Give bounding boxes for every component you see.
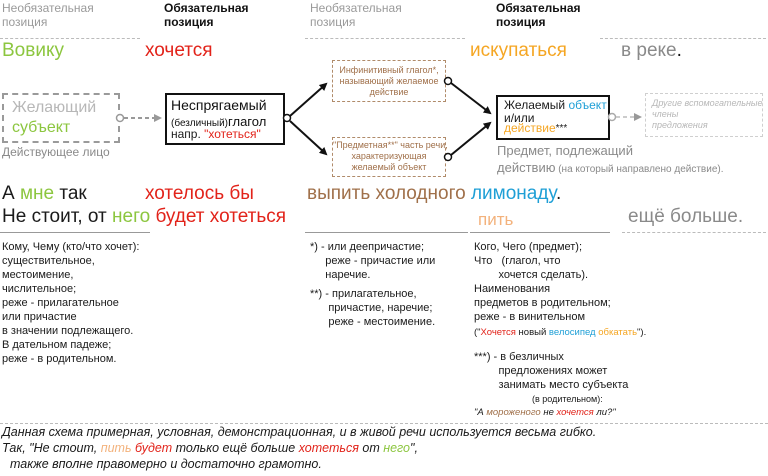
- examples-separator-3: [470, 232, 610, 233]
- subject-box-line2: субъект: [12, 119, 71, 136]
- desired-caption-line1: Предмет, подлежащий: [497, 143, 633, 158]
- example3-more: ещё больше.: [628, 206, 744, 227]
- other-members-text: Другие вспомогательные члены предложения: [652, 98, 763, 130]
- example2-a-mne-tak: А мне так: [2, 183, 87, 204]
- arrow-verb-to-infinitive: [284, 84, 327, 122]
- desired-caption-line2: действию (на который направлено действие).: [497, 160, 724, 175]
- footer-line2: Так, "Не стоит, пить будет только ещё больше хотеться от него",: [2, 441, 418, 455]
- notes-col2a: *) - или деепричастие; реже - причастие или наречие.: [310, 241, 436, 281]
- footer-line3: также вполне правомерно и достаточно грамотно.: [10, 457, 322, 471]
- example1-word-iskupatsya: искупаться: [470, 40, 567, 61]
- examples-separator-4: [622, 232, 766, 233]
- predmetnaya-box-text: "Предметная**" часть речи, характеризующая желаемый объект: [333, 140, 448, 172]
- desired-object-line1: Желаемый объект: [504, 98, 607, 112]
- arrow-subject-to-verb: [117, 115, 161, 122]
- desired-object-line2: и/или: [504, 111, 535, 125]
- example2-verb: хотелось бы: [145, 183, 254, 204]
- arrow-infinitive-to-desired: [445, 78, 491, 114]
- verb-box-line3: напр. "хотеться": [171, 127, 261, 141]
- arrow-desired-to-other: [609, 114, 641, 121]
- example1-word-vovik: Вовику: [2, 40, 64, 61]
- verb-box-line1: Неспрягаемый: [171, 97, 267, 113]
- desired-object-line3: действие***: [504, 121, 568, 135]
- example3-pit: пить: [478, 210, 514, 229]
- notes-col3b: ***) - в безличных предложениях может занимать место субъекта: [474, 351, 629, 391]
- examples-separator-2: [305, 232, 468, 233]
- notes-col3-example: ("Хочется новый велосипед обкатать").: [474, 327, 647, 338]
- notes-col3a: Кого, Чего (предмет); Что (глагол, что хочется сделать). Наименования предметов в родительном; реже - в винительном: [474, 241, 611, 323]
- verb-box-line2: (безличный)глагол: [171, 114, 267, 129]
- examples-separator-1: [0, 232, 150, 233]
- notes-col3c: (в родительном):: [532, 394, 603, 404]
- header-col3: Необязательная позиция: [310, 1, 402, 29]
- infinitive-box-text: Инфинитивный глагол*, называющий желаемое действие: [339, 65, 439, 97]
- footer-separator: [0, 423, 768, 424]
- header-col4: Обязательная позиция: [496, 1, 581, 29]
- header-col1: Необязательная позиция: [2, 1, 94, 29]
- notes-col2b: **) - прилагательное, причастие, наречие; реже - местоимение.: [310, 288, 436, 328]
- subject-caption: Действующее лицо: [2, 145, 110, 159]
- example1-word-v-reke: в реке.: [621, 40, 682, 61]
- arrow-predmetnaya-to-desired: [445, 123, 491, 161]
- footer-line1: Данная схема примерная, условная, демонстрационная, и в живой речи используется весьма гибко.: [2, 425, 597, 439]
- header-col2: Обязательная позиция: [164, 1, 249, 29]
- example3-main: Не стоит, от него будет хотеться: [2, 206, 287, 227]
- example2-object: выпить холодного лимонаду.: [307, 183, 562, 204]
- subject-box-line1: Желающий: [12, 99, 97, 116]
- notes-col3d: "А мороженого не хочется ли?": [474, 407, 616, 418]
- notes-col1: Кому, Чему (кто/что хочет): существительное, местоимение, числительное; реже - прилагательное или причастие в значении подлежащего. В дательном падеже; реже - в родительном.: [2, 241, 140, 365]
- example1-word-hochetsya: хочется: [145, 40, 213, 61]
- arrow-verb-to-predmetnaya: [290, 121, 326, 154]
